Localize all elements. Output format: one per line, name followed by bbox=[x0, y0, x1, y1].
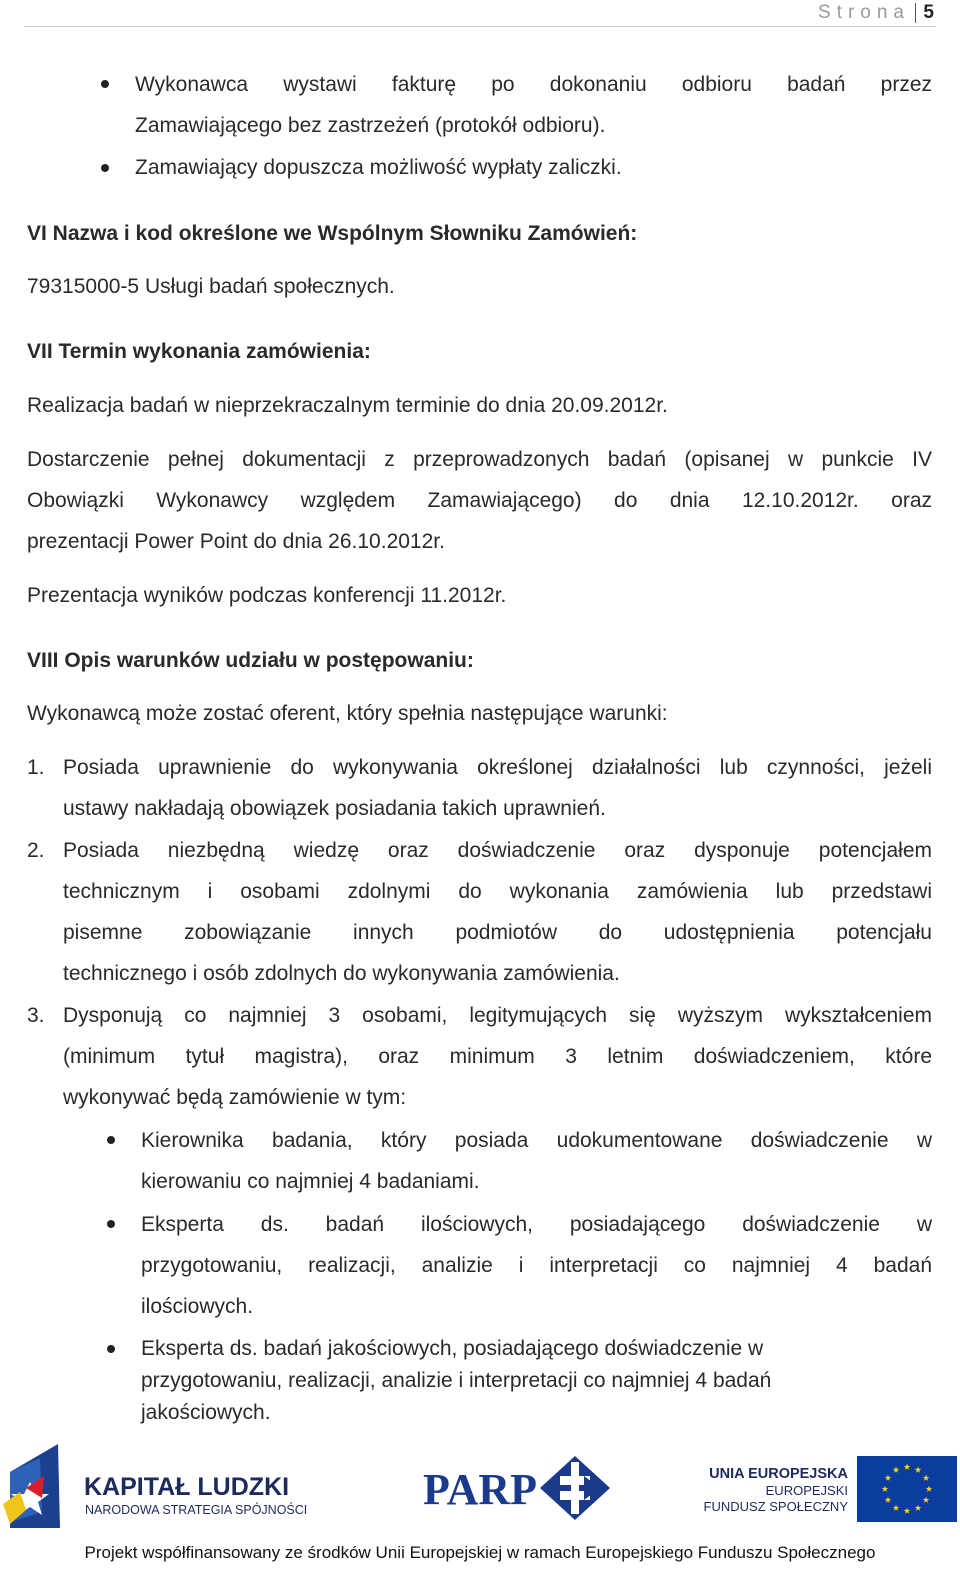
staff-bullet-3 bbox=[141, 1333, 932, 1429]
text-line: przygotowaniu, realizacji, analizie i interpretacji co najmniej 4 badań bbox=[141, 1254, 932, 1277]
text-line: wykonywać będą zamówienie w tym: bbox=[63, 1086, 407, 1109]
text-line: Zamawiającego bez zastrzeżeń (protokół odbioru). bbox=[135, 114, 606, 137]
text-line: Obowiązki Wykonawcy względem Zamawiającego) do dnia 12.10.2012r. oraz bbox=[27, 489, 932, 512]
list-number: 1. bbox=[27, 756, 45, 779]
eu-flag-icon bbox=[857, 1456, 957, 1522]
footer-funding-text: Projekt współfinansowany ze środków Unii Europejskiej w ramach Europejskiego Funduszu Społecznego bbox=[84, 1543, 876, 1562]
text-line: Eksperta ds. badań jakościowych, posiadającego doświadczenie w bbox=[141, 1337, 764, 1360]
text-line: jakościowych. bbox=[141, 1401, 271, 1424]
condition-item-3 bbox=[63, 995, 932, 1118]
text-line: ilościowych. bbox=[141, 1295, 254, 1318]
header-separator bbox=[915, 3, 916, 23]
text-line: (minimum tytuł magistra), oraz minimum 3 letnim doświadczeniem, które bbox=[63, 1045, 932, 1068]
section-6-heading: VI Nazwa i kod określone we Wspólnym Słowniku Zamówień: bbox=[27, 222, 638, 245]
bullet-dot bbox=[107, 1345, 115, 1353]
text-line: Posiada uprawnienie do wykonywania określonej działalności lub czynności, jeżeli bbox=[63, 756, 932, 779]
text-line: technicznym i osobami zdolnymi do wykonania zamówienia lub przedstawi bbox=[63, 880, 932, 903]
bullet-dot bbox=[101, 80, 109, 88]
kapital-ludzki-emblem-icon bbox=[3, 1444, 60, 1528]
bullet-dot bbox=[107, 1136, 115, 1144]
text-line: kierowaniu co najmniej 4 badaniami. bbox=[141, 1170, 480, 1193]
text-line: technicznego i osób zdolnych do wykonywania zamówienia. bbox=[63, 962, 620, 985]
text-line: Dostarczenie pełnej dokumentacji z przeprowadzonych badań (opisanej w punkcie IV bbox=[27, 448, 932, 471]
eu-line-1: UNIA EUROPEJSKA bbox=[709, 1466, 848, 1482]
bullet-dot bbox=[101, 164, 109, 172]
text-line: Eksperta ds. badań ilościowych, posiadającego doświadczenie w bbox=[141, 1213, 932, 1236]
eu-line-2: EUROPEJSKI bbox=[765, 1483, 848, 1498]
page-header bbox=[0, 0, 960, 28]
intro-bullet-1 bbox=[135, 64, 932, 146]
text-line: ustawy nakładają obowiązek posiadania takich uprawnień. bbox=[63, 797, 606, 820]
section-6-text: 79315000-5 Usługi badań społecznych. bbox=[27, 275, 395, 298]
text-line: Dysponują co najmniej 3 osobami, legitymujących się wyższym wykształceniem bbox=[63, 1004, 932, 1027]
kapital-ludzki-title: KAPITAŁ LUDZKI bbox=[84, 1473, 290, 1501]
section-7-p3: Prezentacja wyników podczas konferencji 11.2012r. bbox=[27, 584, 507, 607]
header-rule bbox=[24, 26, 936, 27]
condition-item-2 bbox=[63, 830, 932, 994]
footer-logo-strip bbox=[0, 1432, 960, 1537]
text-line: Posiada niezbędną wiedzę oraz doświadczenie oraz dysponuje potencjałem bbox=[63, 839, 932, 862]
section-7-p1: Realizacja badań w nieprzekraczalnym terminie do dnia 20.09.2012r. bbox=[27, 394, 668, 417]
text-line: przygotowaniu, realizacji, analizie i interpretacji co najmniej 4 badań bbox=[141, 1369, 772, 1392]
list-number: 3. bbox=[27, 1004, 45, 1027]
page-label: Strona bbox=[818, 2, 910, 23]
list-number: 2. bbox=[27, 839, 45, 862]
text-line: pisemne zobowiązanie innych podmiotów do udostępnienia potencjału bbox=[63, 921, 932, 944]
parp-emblem-icon bbox=[540, 1456, 610, 1520]
parp-logo-text: PARP bbox=[423, 1465, 538, 1514]
section-7-heading: VII Termin wykonania zamówienia: bbox=[27, 340, 371, 363]
kapital-ludzki-subtitle: NARODOWA STRATEGIA SPÓJNOŚCI bbox=[85, 1503, 308, 1517]
intro-bullet-2 bbox=[135, 147, 932, 188]
staff-bullet-1 bbox=[141, 1120, 932, 1202]
section-8-intro: Wykonawcą może zostać oferent, który spełnia następujące warunki: bbox=[27, 702, 668, 725]
staff-bullet-2 bbox=[141, 1204, 932, 1327]
footer-logos bbox=[0, 1432, 960, 1537]
bullet-dot bbox=[107, 1220, 115, 1228]
condition-item-1 bbox=[63, 747, 932, 829]
text-line: Kierownika badania, który posiada udokumentowane doświadczenie w bbox=[141, 1129, 932, 1152]
page-number: 5 bbox=[923, 2, 934, 23]
section-7-p2 bbox=[27, 439, 932, 562]
text-line: prezentacji Power Point do dnia 26.10.2012r. bbox=[27, 530, 445, 553]
section-8-heading: VIII Opis warunków udziału w postępowaniu: bbox=[27, 649, 474, 672]
text-line: Wykonawca wystawi fakturę po dokonaniu odbioru badań przez bbox=[135, 73, 932, 96]
eu-line-3: FUNDUSZ SPOŁECZNY bbox=[703, 1499, 848, 1514]
text-line: Zamawiający dopuszcza możliwość wypłaty zaliczki. bbox=[135, 156, 622, 179]
